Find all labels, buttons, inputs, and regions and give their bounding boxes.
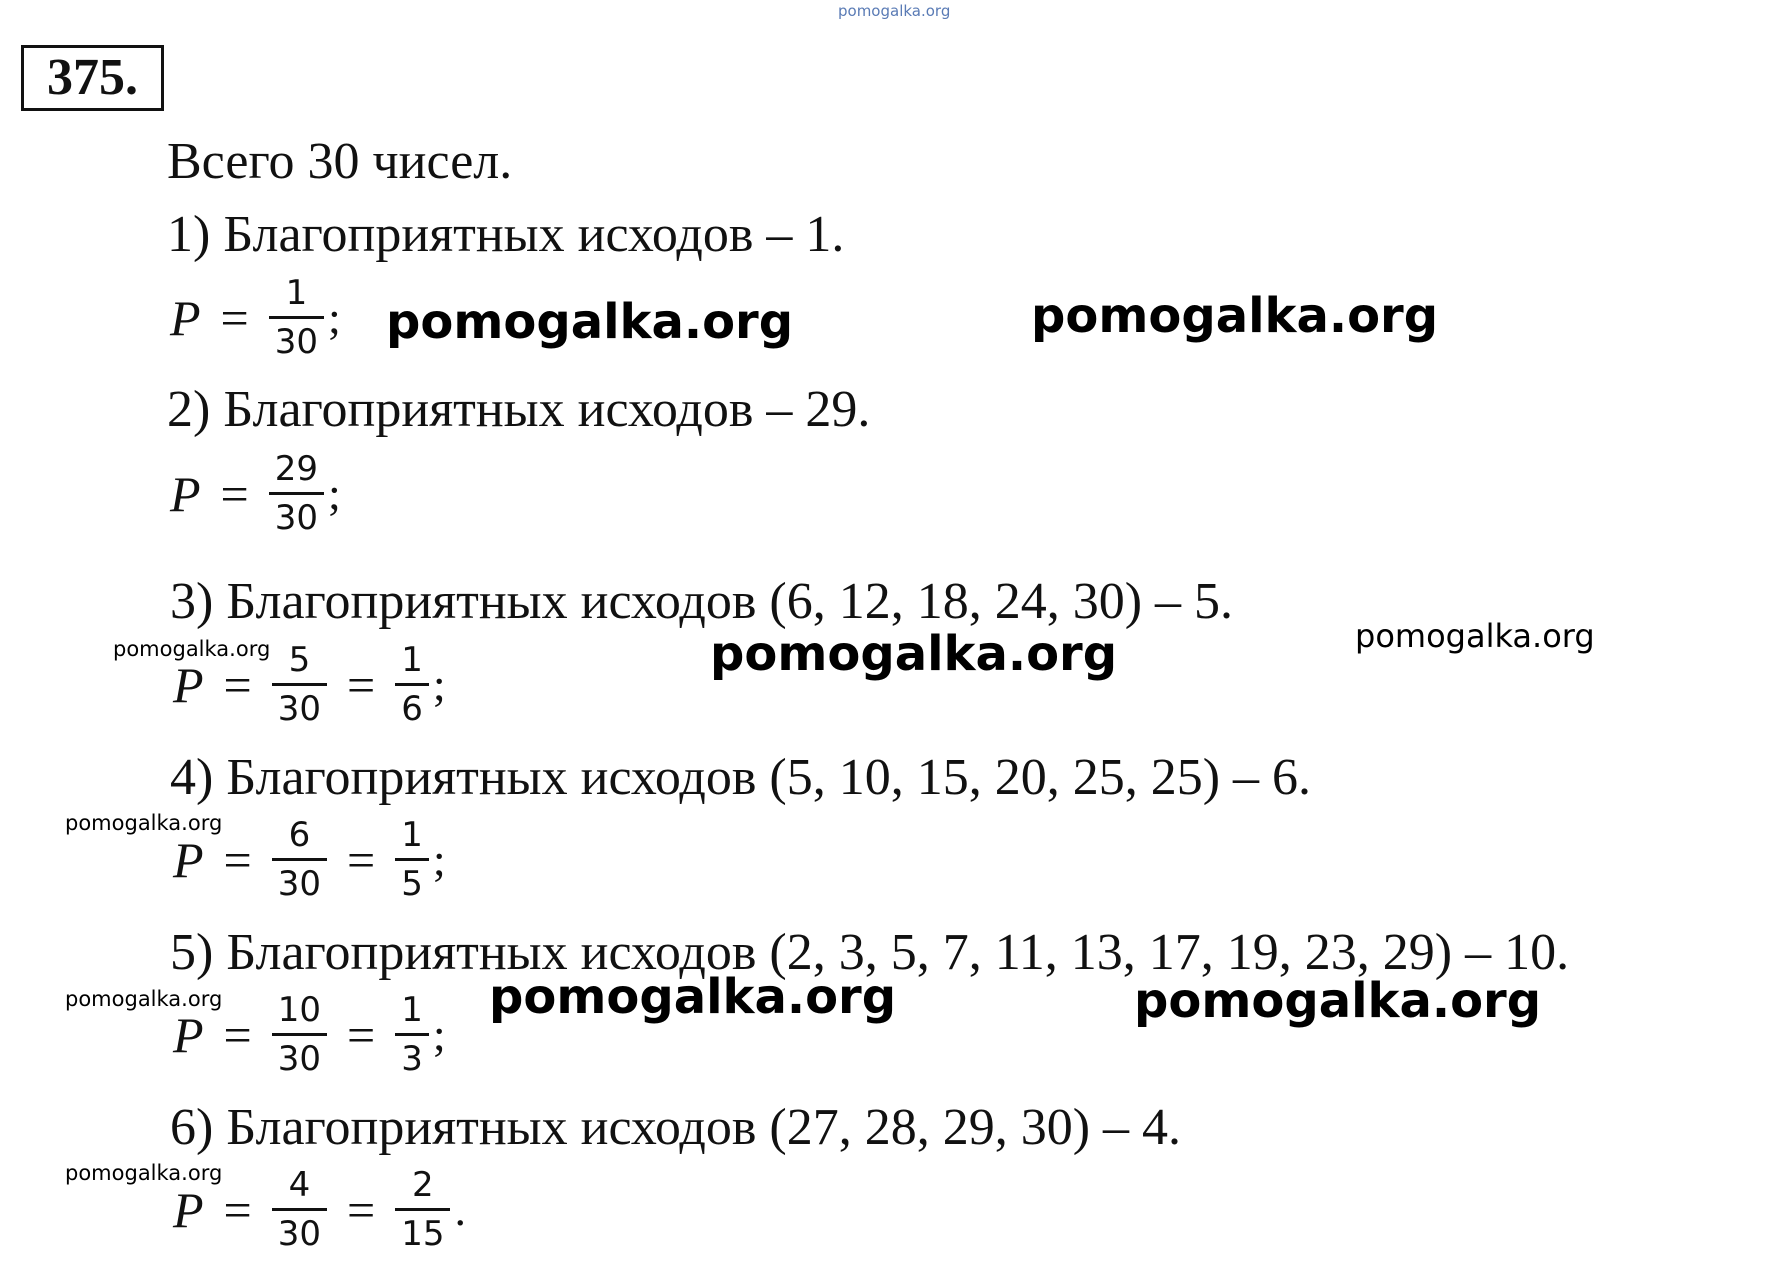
equals-sign: = [223, 831, 252, 888]
probability-symbol: P [173, 656, 204, 713]
punctuation: ; [432, 1009, 446, 1060]
equals-sign: = [347, 1006, 376, 1063]
denominator: 30 [269, 492, 324, 535]
numerator: 4 [288, 1165, 311, 1205]
item-6-text: 6) Благоприятных исходов (27, 28, 29, 30) – 4. [170, 1099, 1182, 1156]
punctuation: ; [328, 468, 341, 519]
item-3-text: 3) Благоприятных исходов (6, 12, 18, 24, 30) – 5. [170, 573, 1234, 630]
denominator: 6 [395, 683, 429, 726]
fraction-reduced [395, 640, 429, 729]
fraction [272, 815, 327, 904]
punctuation: ; [328, 292, 341, 343]
denominator: 3 [395, 1033, 429, 1076]
watermark: pomogalka.org [1134, 973, 1542, 1029]
item-2-formula [170, 449, 341, 538]
item-1-formula [170, 273, 341, 362]
denominator: 30 [272, 683, 327, 726]
equals-sign: = [347, 831, 376, 888]
numerator: 1 [401, 640, 423, 680]
denominator: 15 [395, 1208, 450, 1251]
watermark: pomogalka.org [710, 626, 1118, 682]
item-5-text: 5) Благоприятных исходов (2, 3, 5, 7, 11, 13, 17, 19, 23, 29) – 10. [170, 924, 1570, 981]
watermark: pomogalka.org [489, 969, 897, 1025]
probability-symbol: P [173, 1006, 204, 1063]
probability-symbol: P [170, 289, 201, 346]
fraction [269, 273, 324, 362]
equals-sign: = [223, 656, 252, 713]
intro-text: Всего 30 чисел. [167, 133, 513, 190]
numerator: 6 [288, 815, 311, 855]
equals-sign: = [220, 289, 249, 346]
numerator: 1 [401, 815, 423, 855]
item-1-text: 1) Благоприятных исходов – 1. [167, 206, 845, 263]
punctuation: ; [432, 659, 446, 710]
fraction-reduced [395, 1165, 450, 1254]
watermark: pomogalka.org [1355, 617, 1595, 655]
watermark: pomogalka.org [386, 294, 794, 350]
watermark-top: pomogalka.org [838, 2, 951, 20]
punctuation: . [454, 1184, 466, 1235]
equals-sign: = [347, 656, 376, 713]
numerator: 2 [412, 1165, 434, 1205]
denominator: 30 [272, 1208, 327, 1251]
probability-symbol: P [173, 1181, 204, 1238]
fraction [272, 1165, 327, 1254]
equals-sign: = [220, 465, 249, 522]
denominator: 5 [395, 858, 429, 901]
fraction [272, 640, 327, 729]
fraction [272, 990, 327, 1079]
equals-sign: = [223, 1181, 252, 1238]
watermark: pomogalka.org [65, 987, 223, 1011]
fraction-reduced [395, 990, 429, 1079]
watermark: pomogalka.org [65, 811, 223, 835]
numerator: 29 [274, 449, 319, 489]
numerator: 5 [288, 640, 311, 680]
probability-symbol: P [170, 465, 201, 522]
punctuation: ; [432, 834, 446, 885]
problem-number: 375. [21, 45, 164, 111]
fraction-reduced [395, 815, 429, 904]
item-2-text: 2) Благоприятных исходов – 29. [167, 381, 871, 438]
denominator: 30 [269, 316, 324, 359]
numerator: 1 [285, 273, 308, 313]
watermark: pomogalka.org [65, 1161, 223, 1185]
denominator: 30 [272, 858, 327, 901]
equals-sign: = [347, 1181, 376, 1238]
denominator: 30 [272, 1033, 327, 1076]
numerator: 10 [277, 990, 322, 1030]
numerator: 1 [401, 990, 423, 1030]
item-4-text: 4) Благоприятных исходов (5, 10, 15, 20, 25, 25) – 6. [170, 749, 1312, 806]
fraction [269, 449, 324, 538]
equals-sign: = [223, 1006, 252, 1063]
probability-symbol: P [173, 831, 204, 888]
watermark: pomogalka.org [1031, 288, 1439, 344]
watermark: pomogalka.org [113, 637, 271, 661]
